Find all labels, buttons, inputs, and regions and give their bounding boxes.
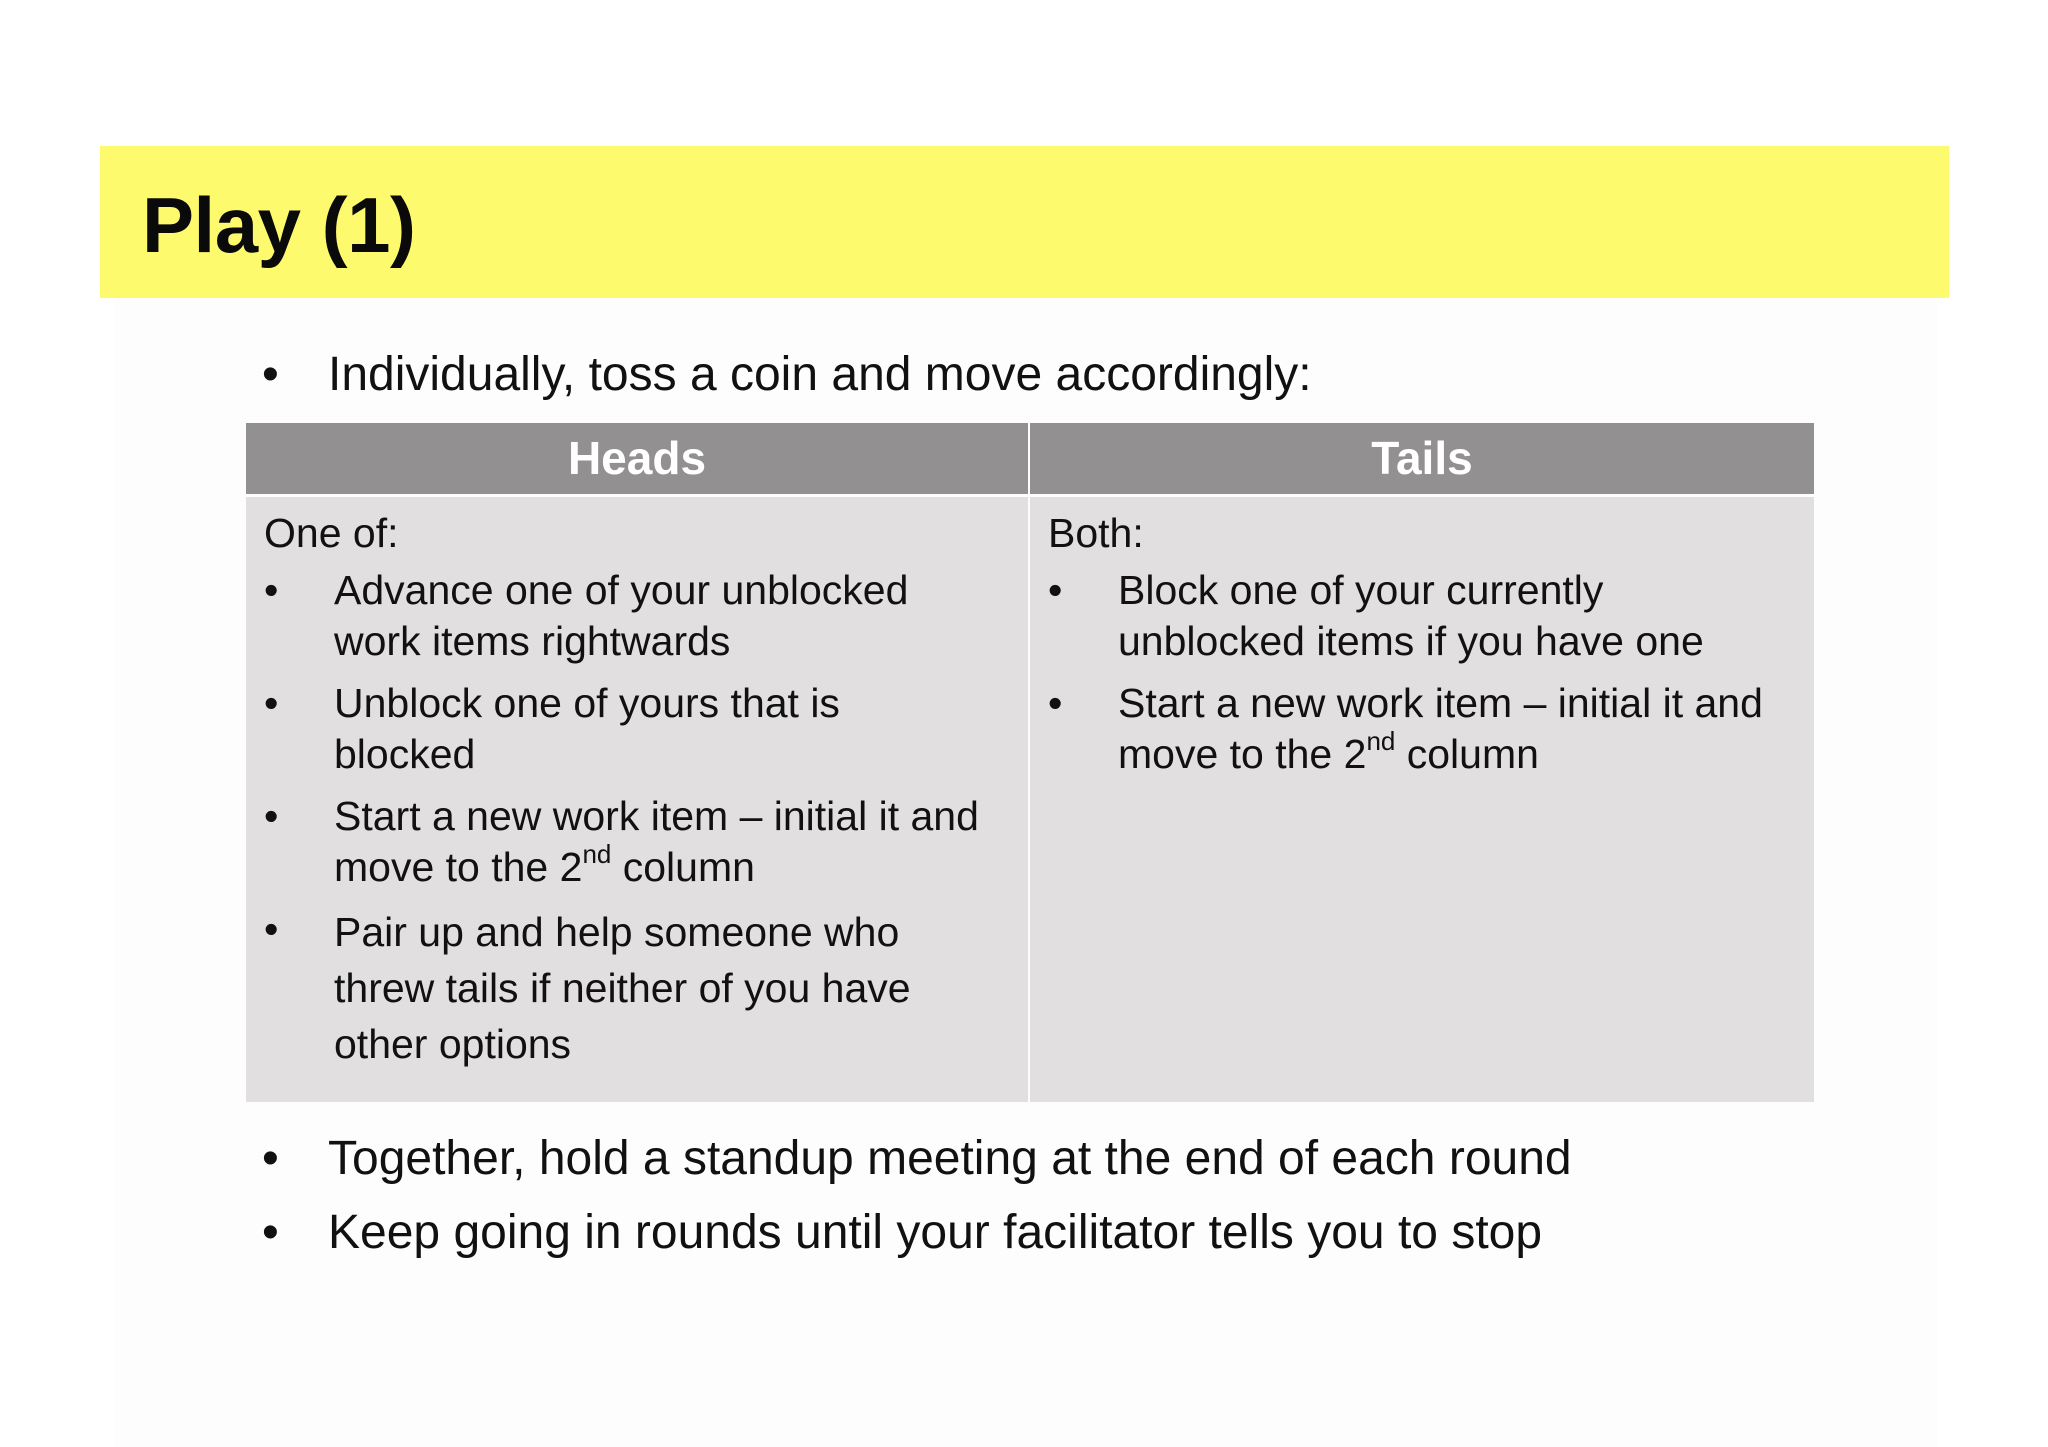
list-item — [1048, 565, 1814, 667]
closing-bullet-rounds — [262, 1203, 1542, 1263]
option-text: Block one of your currently unblocked items if you have one — [1118, 567, 1704, 664]
option-text-end: column — [1395, 731, 1539, 777]
option-text: Advance one of your unblocked work items rightwards — [334, 567, 909, 664]
list-item — [264, 678, 1028, 780]
option-text-end: column — [611, 844, 755, 890]
heads-options — [264, 565, 1028, 1072]
tails-header: Tails — [1030, 423, 1814, 494]
title-bar — [100, 146, 1949, 298]
bullet-dot: • — [1048, 680, 1063, 726]
option-text — [334, 791, 984, 893]
heads-lead: One of: — [264, 510, 399, 556]
tails-cell — [1030, 497, 1814, 1102]
option-text-main: Start a new work item – initial it and move to the 2 — [334, 793, 979, 890]
bullet-dot: • — [264, 567, 279, 613]
list-item — [1048, 678, 1814, 780]
bullet-dot: • — [1048, 567, 1063, 613]
bullet-dot: • — [264, 906, 279, 952]
option-text — [1118, 678, 1768, 780]
heads-header: Heads — [246, 423, 1028, 494]
tails-lead: Both: — [1048, 510, 1144, 556]
list-item — [264, 904, 1028, 1072]
bullet-dot: • — [262, 1132, 279, 1185]
option-text-main: Start a new work item – initial it and move to the 2 — [1118, 680, 1763, 777]
closing-text: Keep going in rounds until your facilitator tells you to stop — [328, 1206, 1543, 1259]
bullet-dot: • — [264, 793, 279, 839]
closing-bullet-standup — [262, 1129, 1572, 1189]
bullet-dot: • — [264, 680, 279, 726]
option-text: Pair up and help someone who threw tails if neither of you have other options — [334, 909, 911, 1067]
coin-toss-table — [246, 423, 1814, 1102]
list-item — [264, 791, 1028, 893]
list-item — [264, 565, 1028, 667]
heads-cell — [246, 497, 1028, 1102]
ordinal-suffix: nd — [1366, 726, 1396, 756]
option-text: Unblock one of yours that is blocked — [334, 680, 840, 777]
bullet-dot: • — [262, 348, 279, 401]
ordinal-suffix: nd — [582, 839, 612, 869]
tails-options — [1048, 565, 1814, 780]
intro-text: Individually, toss a coin and move accordingly: — [328, 348, 1312, 401]
bullet-dot: • — [262, 1206, 279, 1259]
slide-title: Play (1) — [142, 181, 416, 269]
intro-bullet — [262, 345, 1312, 405]
closing-text: Together, hold a standup meeting at the end of each round — [328, 1132, 1572, 1185]
